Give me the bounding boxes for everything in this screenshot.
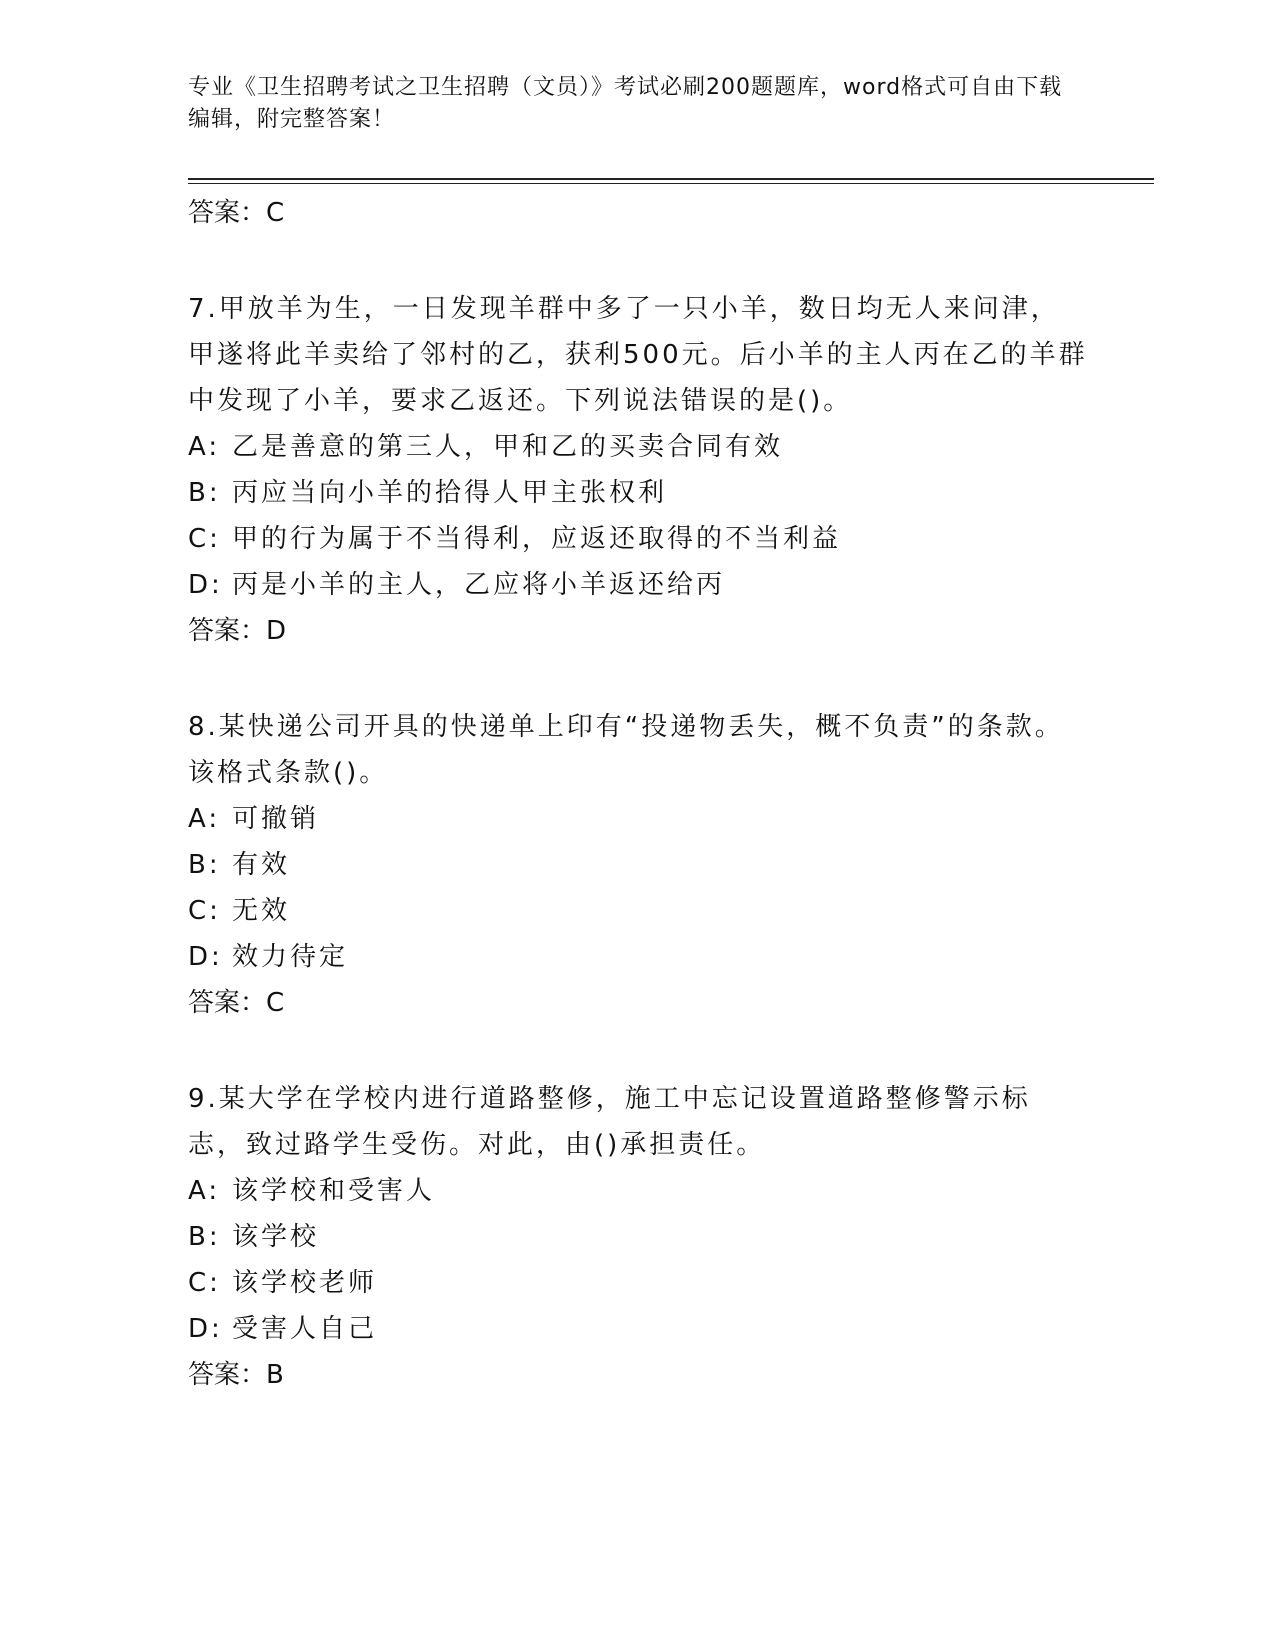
option-key: D:: [188, 942, 223, 972]
option-c: [188, 516, 1088, 562]
option-d: [188, 934, 1088, 980]
document-header: 专业《卫生招聘考试之卫生招聘（文员）》考试必刷200题题库，word格式可自由下载编辑，附完整答案！: [188, 75, 1063, 132]
question-block: [188, 286, 1088, 654]
question-block: [188, 1076, 1088, 1398]
answer-line: 答案：C: [188, 988, 285, 1018]
option-b: [188, 1214, 1088, 1260]
option-text: 丙应当向小羊的拾得人甲主张权利: [232, 478, 668, 508]
option-c: [188, 888, 1088, 934]
option-key: A:: [188, 432, 221, 462]
option-b: [188, 842, 1088, 888]
option-text: 乙是善意的第三人，甲和乙的买卖合同有效: [232, 432, 784, 462]
question-block: [188, 704, 1088, 1026]
option-text: 受害人自己: [232, 1314, 378, 1344]
header-rule-thin: [188, 183, 1154, 184]
option-a: [188, 1168, 1088, 1214]
answer-line: 答案：B: [188, 1360, 284, 1390]
option-b: [188, 470, 1088, 516]
option-key: A:: [188, 804, 221, 834]
question-stem: 8.某快递公司开具的快递单上印有“投递物丢失，概不负责”的条款。该格式条款()。: [188, 712, 1064, 788]
header-rule-thick: [188, 178, 1154, 180]
option-text: 丙是小羊的主人，乙应将小羊返还给丙: [232, 570, 726, 600]
option-key: C:: [188, 524, 221, 554]
option-c: [188, 1260, 1088, 1306]
question-stem: 9.某大学在学校内进行道路整修，施工中忘记设置道路整修警示标志，致过路学生受伤。对此，由()承担责任。: [188, 1084, 1031, 1160]
option-a: [188, 796, 1088, 842]
answer-line: 答案：D: [188, 616, 287, 646]
option-d: [188, 1306, 1088, 1352]
option-text: 该学校: [232, 1222, 320, 1252]
option-text: 无效: [232, 896, 291, 926]
option-key: C:: [188, 896, 221, 926]
option-key: B:: [188, 1222, 221, 1252]
option-text: 可撤销: [232, 804, 320, 834]
option-text: 该学校老师: [232, 1268, 378, 1298]
option-text: 该学校和受害人: [232, 1176, 436, 1206]
option-text: 甲的行为属于不当得利，应返还取得的不当利益: [232, 524, 842, 554]
option-key: B:: [188, 850, 221, 880]
option-key: D:: [188, 570, 223, 600]
question-stem: 7.甲放羊为生，一日发现羊群中多了一只小羊，数日均无人来问津，甲遂将此羊卖给了邻村的乙，获利500元。后小羊的主人丙在乙的羊群中发现了小羊，要求乙返还。下列说法错误的是()。: [188, 294, 1088, 416]
option-d: [188, 562, 1088, 608]
option-key: D:: [188, 1314, 223, 1344]
option-text: 有效: [232, 850, 291, 880]
answer-line: 答案：C: [188, 198, 285, 228]
option-key: B:: [188, 478, 221, 508]
option-a: [188, 424, 1088, 470]
option-text: 效力待定: [232, 942, 349, 972]
option-key: A:: [188, 1176, 221, 1206]
option-key: C:: [188, 1268, 221, 1298]
document-body: [188, 190, 1088, 1398]
